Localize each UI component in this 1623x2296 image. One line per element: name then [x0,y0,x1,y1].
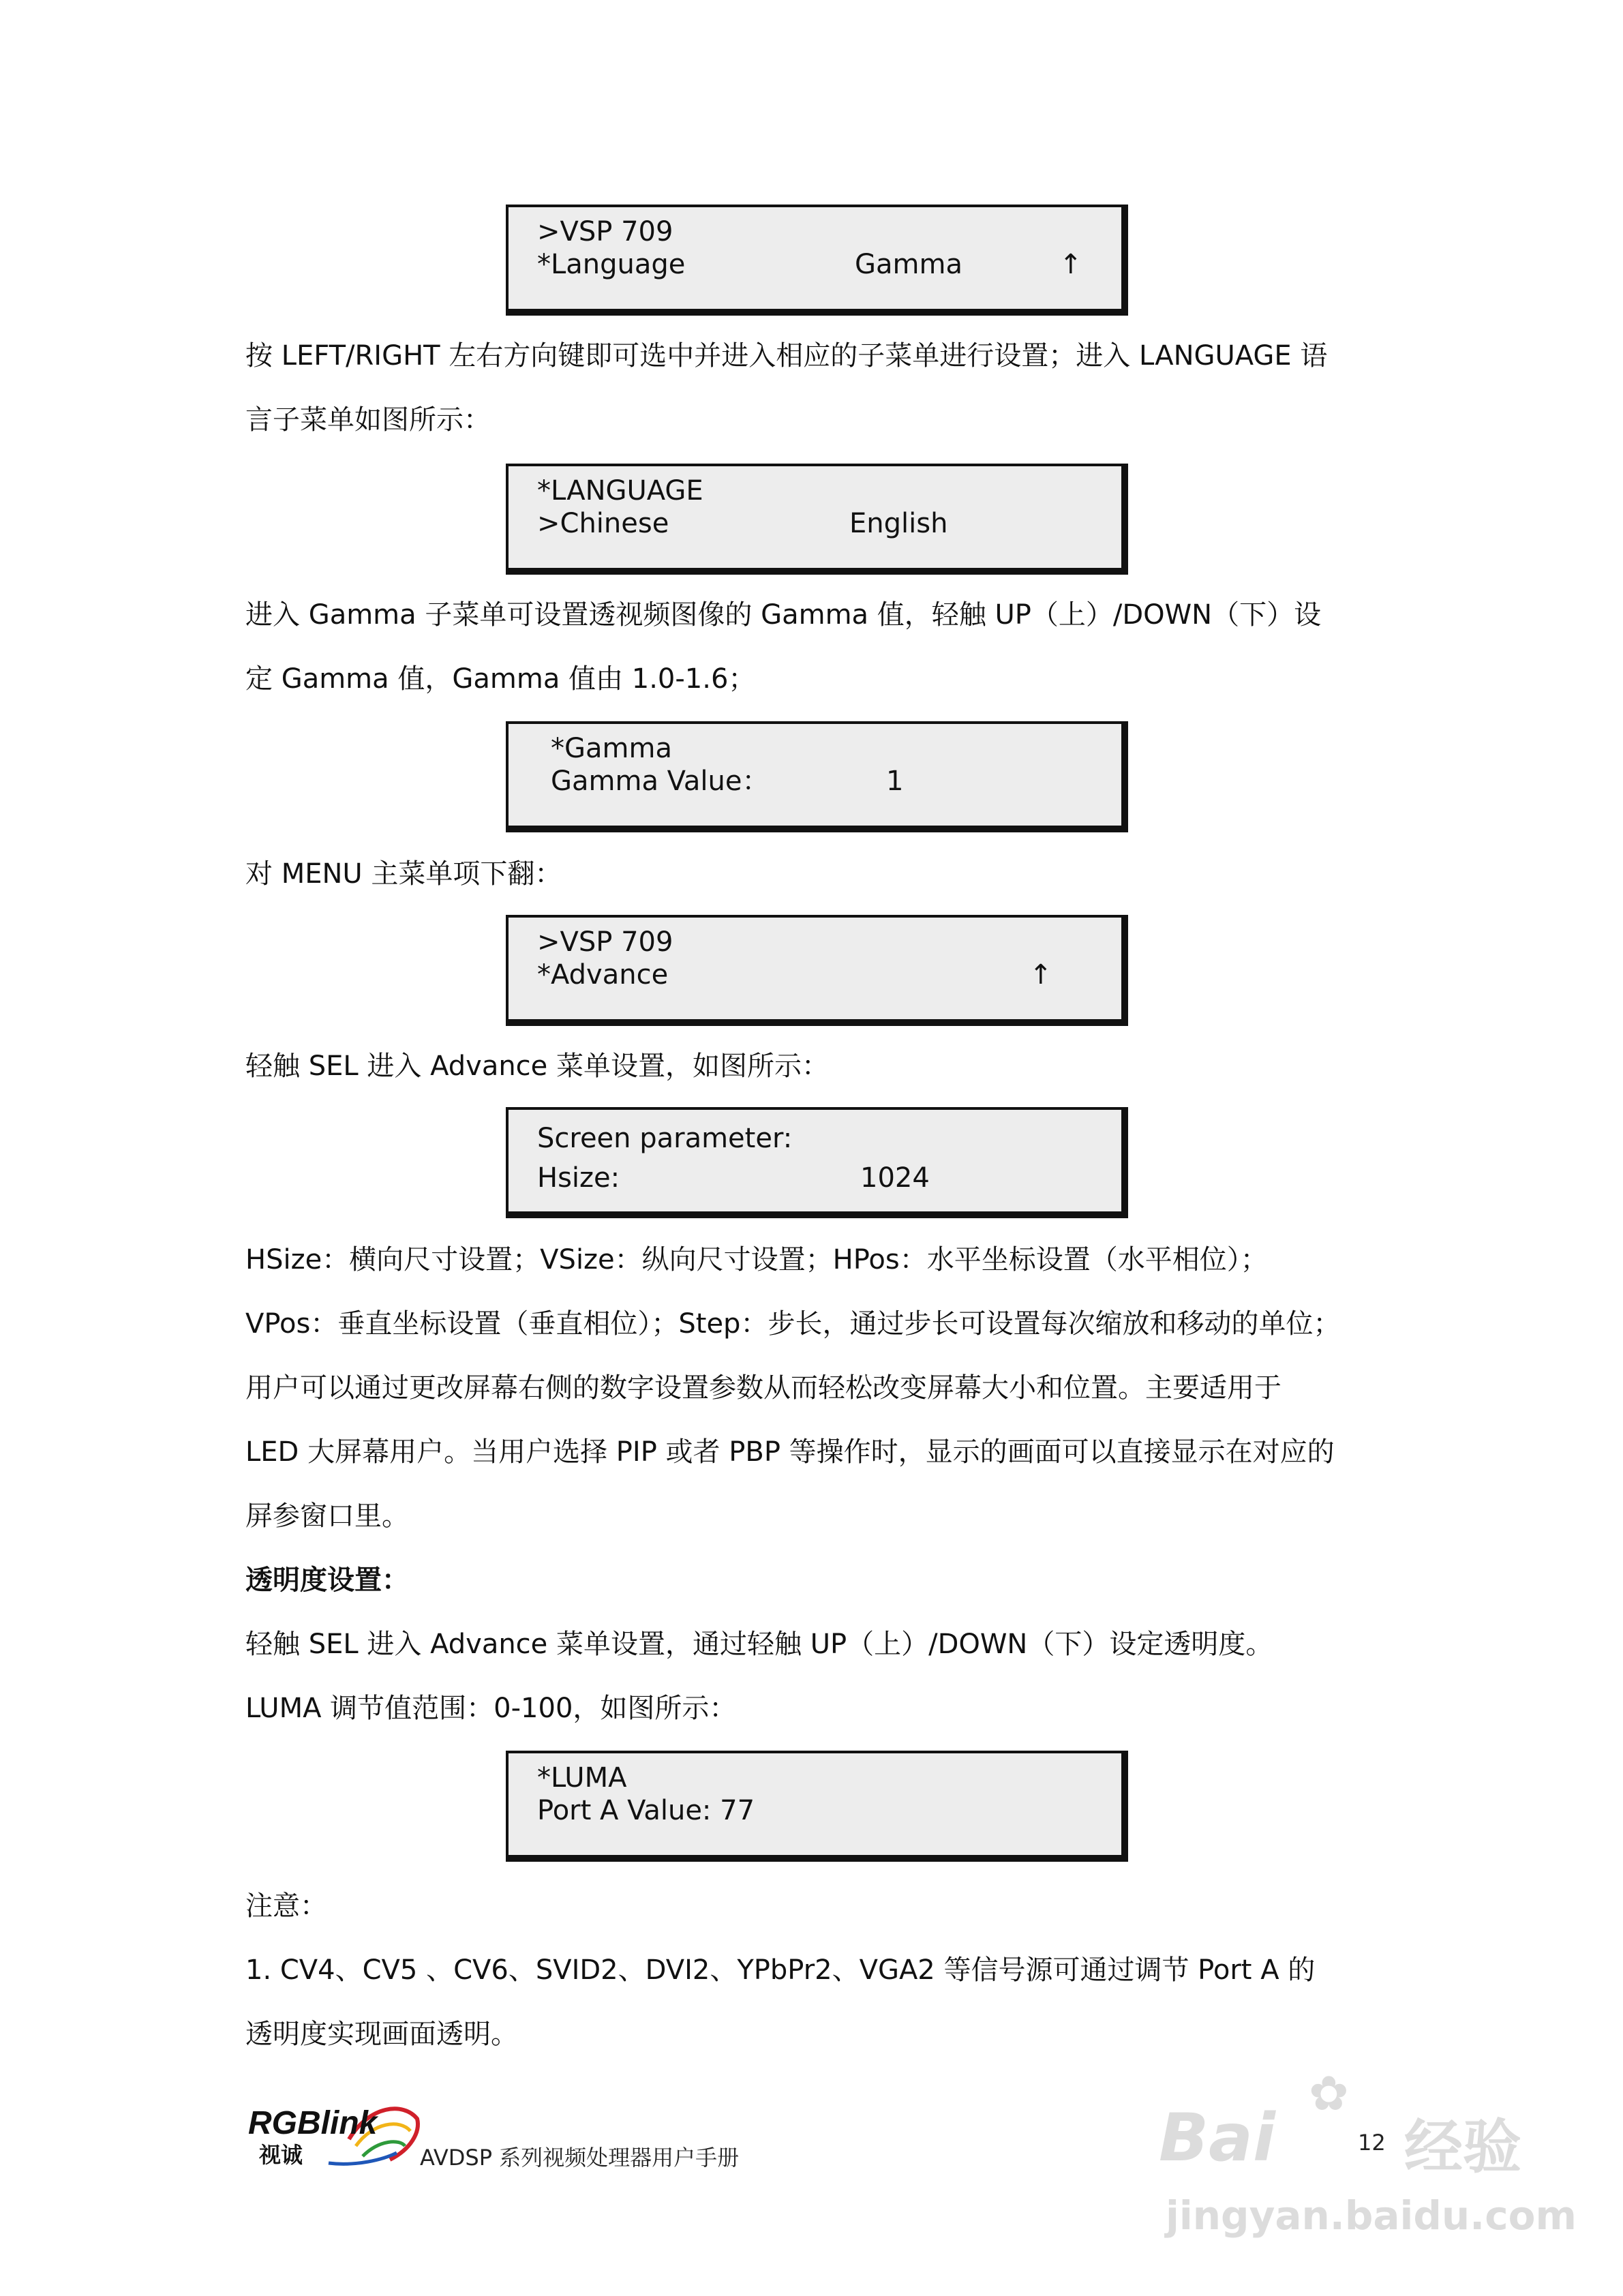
lcd-line2-left: >Chinese [537,508,669,539]
rgblink-logo [247,2091,424,2173]
lcd-line1: *Gamma [551,733,672,764]
lcd-line2-left: *Advance [537,959,669,991]
lcd-screen-gamma [506,721,1128,832]
logo-sub-text: 视诚 [259,2142,303,2168]
up-arrow-icon: ↑ [1029,959,1052,991]
logo-main-text: RGBlink [248,2105,378,2141]
paragraph: 言子菜单如图所示： [245,404,491,436]
paragraph: 1. CV4、CV5 、CV6、SVID2、DVI2、YPbPr2、VGA2 等信号源可通过调节 Port A 的 [245,1954,1316,1986]
lcd-screen-advance [506,1107,1128,1218]
footer-title: AVDSP 系列视频处理器用户手册 [420,2145,740,2171]
paragraph: 对 MENU 主菜单项下翻： [245,858,562,890]
lcd-line2-left: Hsize: [537,1162,620,1194]
baidu-watermark-url: jingyan.baidu.com [1166,2192,1577,2239]
lcd-line2-left: Gamma Value： [551,766,770,797]
lcd-line1: >VSP 709 [537,216,673,247]
section-heading: 透明度设置： [245,1565,409,1596]
lcd-line1: *LANGUAGE [537,475,703,507]
lcd-line1: >VSP 709 [537,926,673,958]
paragraph: 屏参窗口里。 [245,1500,409,1532]
paragraph: 轻触 SEL 进入 Advance 菜单设置，通过轻触 UP（上）/DOWN（下）设定透明度。 [245,1629,1273,1660]
baidu-watermark-brand: Bai [1159,2100,1275,2176]
page-number: 12 [1358,2130,1386,2156]
paragraph: 按 LEFT/RIGHT 左右方向键即可选中并进入相应的子菜单进行设置；进入 LANGUAGE 语 [245,340,1328,372]
baidu-watermark-jingyan: 经验 [1404,2113,1521,2181]
lcd-line1: *LUMA [537,1762,627,1794]
lcd-screen-luma [506,1751,1128,1862]
note-label: 注意： [245,1890,327,1922]
lcd-line2-right: Gamma [855,249,962,280]
paragraph: LUMA 调节值范围：0-100，如图所示： [245,1693,737,1724]
lcd-screen-language [506,464,1128,575]
lcd-line2-right: 1024 [860,1162,930,1194]
paragraph: VPos：垂直坐标设置（垂直相位）；Step：步长，通过步长可设置每次缩放和移动的单位； [245,1308,1341,1340]
lcd-line1: Screen parameter: [537,1123,793,1154]
paragraph: 用户可以通过更改屏幕右侧的数字设置参数从而轻松改变屏幕大小和位置。主要适用于 [245,1372,1281,1404]
paragraph: HSize：横向尺寸设置；VSize：纵向尺寸设置；HPos：水平坐标设置（水平相位）； [245,1244,1268,1275]
paragraph: 透明度实现画面透明。 [245,2019,518,2050]
lcd-line2-left: *Language [537,249,686,280]
paw-icon: ✿ [1309,2066,1349,2121]
up-arrow-icon: ↑ [1059,249,1082,280]
lcd-line2-right: English [849,508,948,539]
paragraph: 轻触 SEL 进入 Advance 菜单设置，如图所示： [245,1051,829,1082]
lcd-screen-menu-advance [506,915,1128,1026]
lcd-line2-left: Port A Value: 77 [537,1795,755,1826]
paragraph: 定 Gamma 值，Gamma 值由 1.0-1.6； [245,663,756,695]
lcd-line2-right: 1 [886,766,904,797]
paragraph: LED 大屏幕用户。当用户选择 PIP 或者 PBP 等操作时，显示的画面可以直接显示在对应的 [245,1436,1335,1468]
paragraph: 进入 Gamma 子菜单可设置透视频图像的 Gamma 值，轻触 UP（上）/DOWN（下）设 [245,599,1322,631]
lcd-screen-menu [506,205,1128,316]
